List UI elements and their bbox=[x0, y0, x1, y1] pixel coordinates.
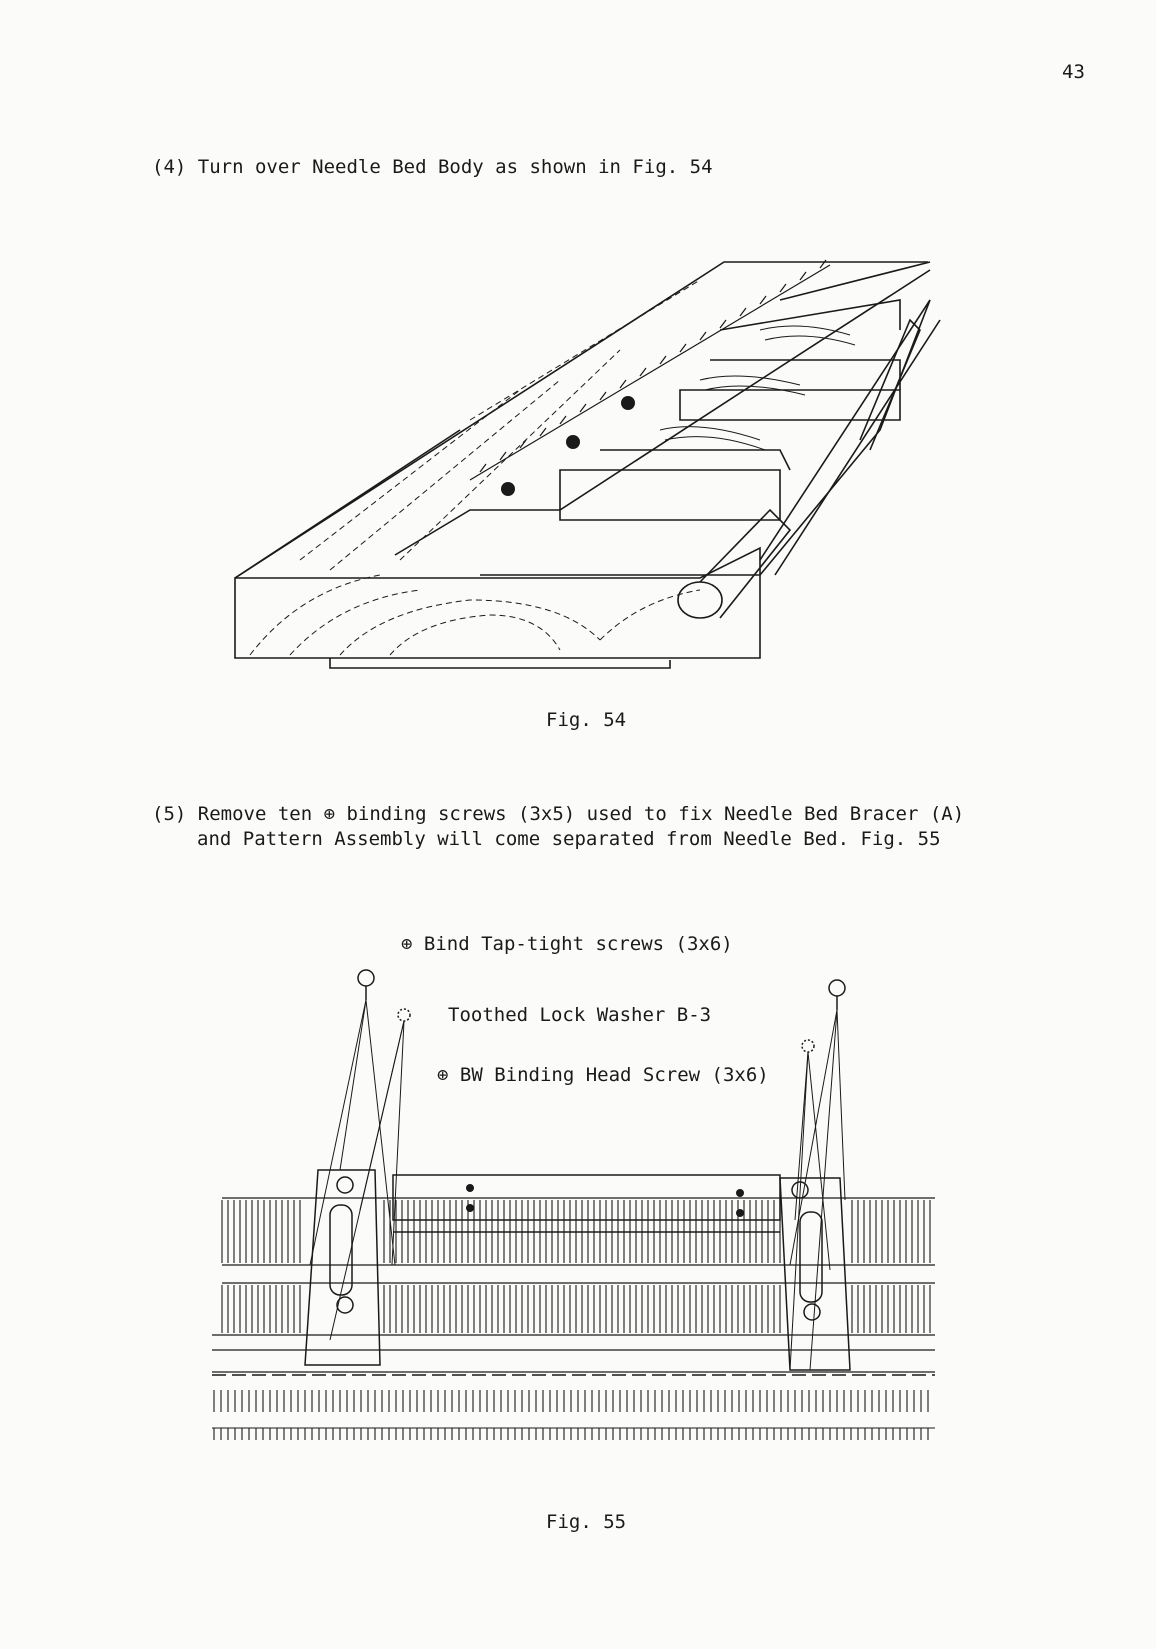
label-toothed-lock-washer: Toothed Lock Washer B-3 bbox=[448, 1004, 712, 1026]
step-5-text-line-1: (5) Remove ten ⊕ binding screws (3x5) used to fix Needle Bed Bracer (A) bbox=[152, 803, 965, 825]
fig-54-caption: Fig. 54 bbox=[546, 709, 627, 731]
step-4-text: (4) Turn over Needle Bed Body as shown in Fig. 54 bbox=[152, 156, 713, 178]
page-number: 43 bbox=[1062, 61, 1085, 83]
step-5-text-line-2: and Pattern Assembly will come separated from Needle Bed. Fig. 55 bbox=[197, 828, 941, 850]
fig-55-caption: Fig. 55 bbox=[546, 1511, 627, 1533]
label-tap-tight-screws: ⊕ Bind Tap-tight screws (3x6) bbox=[401, 933, 733, 955]
figure-54-illustration bbox=[0, 0, 1156, 700]
label-bw-binding-screw: ⊕ BW Binding Head Screw (3x6) bbox=[437, 1064, 769, 1086]
